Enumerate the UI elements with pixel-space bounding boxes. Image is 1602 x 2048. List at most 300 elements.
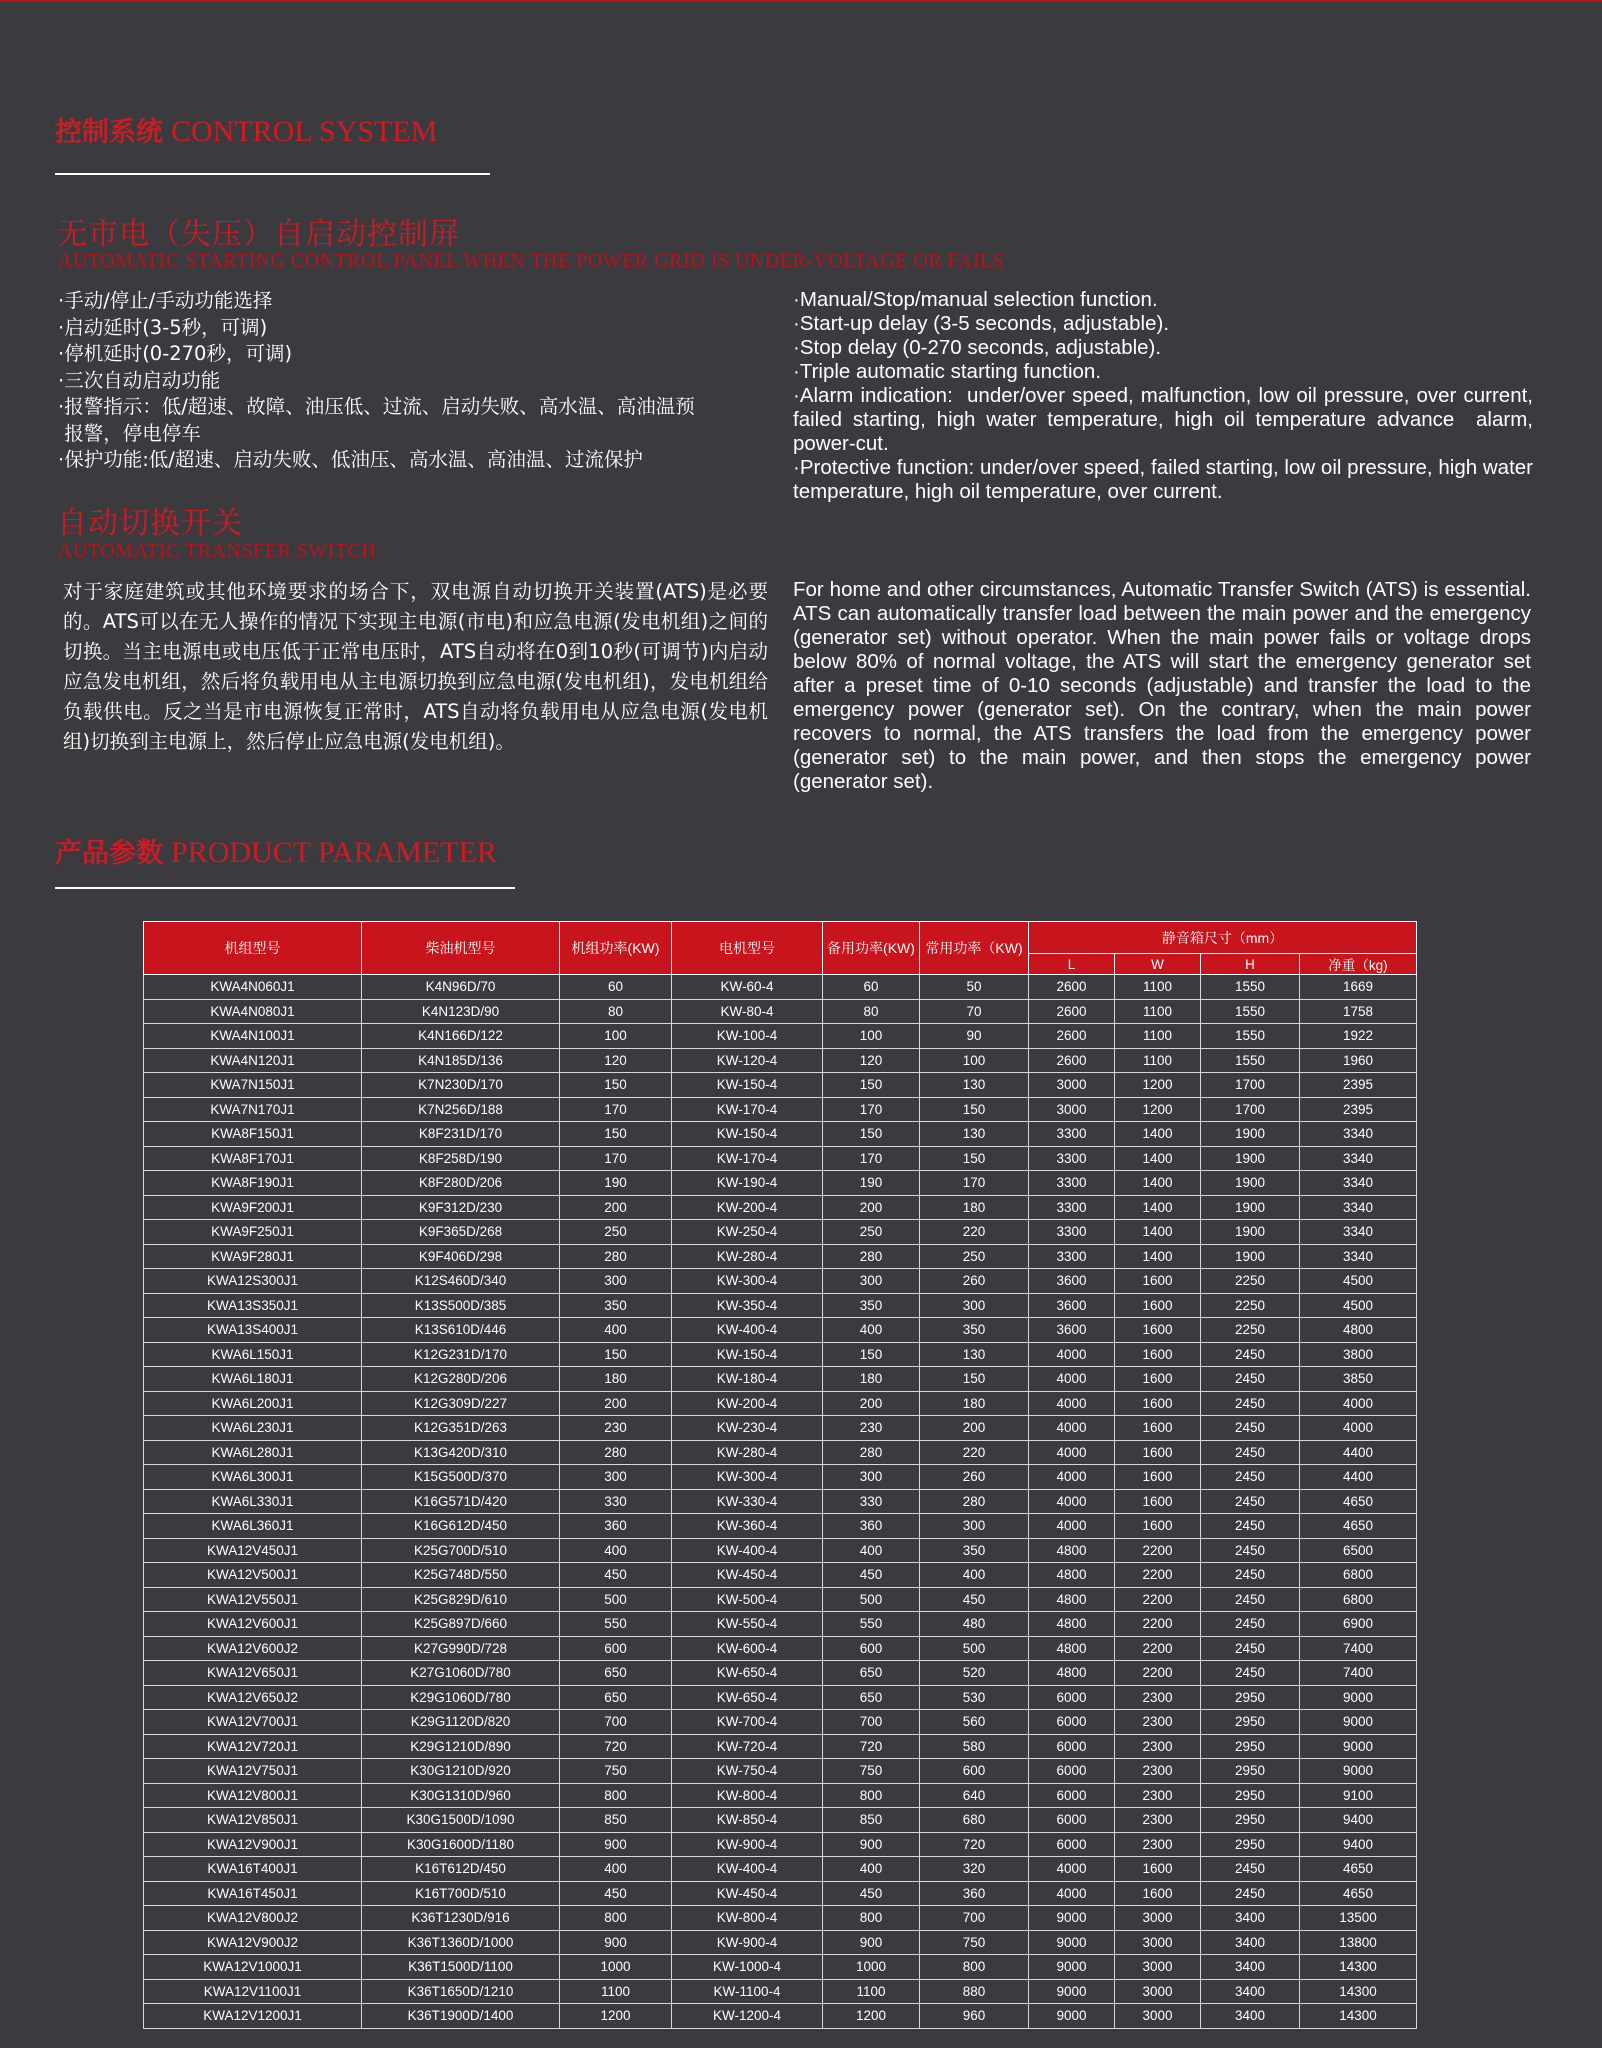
width-cell: 3000 [1115, 1906, 1201, 1931]
length-cell: 4000 [1029, 1391, 1115, 1416]
model-cell: KWA12V720J1 [144, 1734, 362, 1759]
table-row [144, 1906, 1417, 1931]
alternator-cell: KW-900-4 [672, 1832, 823, 1857]
prime-cell: 680 [920, 1808, 1029, 1833]
length-cell: 6000 [1029, 1832, 1115, 1857]
prime-cell: 70 [920, 999, 1029, 1024]
width-cell: 1400 [1115, 1146, 1201, 1171]
length-cell: 4000 [1029, 1416, 1115, 1441]
length-cell: 6000 [1029, 1808, 1115, 1833]
width-cell: 1600 [1115, 1318, 1201, 1343]
length-cell: 3300 [1029, 1220, 1115, 1245]
engine-cell: K27G1060D/780 [362, 1661, 560, 1686]
table-row [144, 1612, 1417, 1637]
model-cell: KWA7N170J1 [144, 1097, 362, 1122]
model-cell: KWA12S300J1 [144, 1269, 362, 1294]
standby-cell: 330 [823, 1489, 920, 1514]
height-cell: 1900 [1201, 1122, 1300, 1147]
engine-cell: K4N185D/136 [362, 1048, 560, 1073]
prime-cell: 90 [920, 1024, 1029, 1049]
prime-cell: 220 [920, 1220, 1029, 1245]
alternator-cell: KW-400-4 [672, 1857, 823, 1882]
feature-en-item: ·Start-up delay (3-5 seconds, adjustable). [793, 312, 1170, 335]
length-cell: 4000 [1029, 1489, 1115, 1514]
model-cell: KWA12V800J2 [144, 1906, 362, 1931]
engine-cell: K8F280D/206 [362, 1171, 560, 1196]
feature-zh-item: ·手动/停止/手动功能选择 [58, 289, 273, 312]
height-cell: 2450 [1201, 1489, 1300, 1514]
weight-cell: 14300 [1300, 1955, 1417, 1980]
alternator-cell: KW-200-4 [672, 1391, 823, 1416]
weight-cell: 9000 [1300, 1710, 1417, 1735]
ats-title-zh: 自动切换开关 [57, 506, 243, 541]
prime-cell: 640 [920, 1783, 1029, 1808]
feature-zh-item: ·保护功能:低/超速、启动失败、低油压、高水温、高油温、过流保护 [58, 448, 643, 471]
power-cell: 360 [560, 1514, 672, 1539]
table-row [144, 999, 1417, 1024]
width-cell: 1600 [1115, 1514, 1201, 1539]
engine-cell: K13S500D/385 [362, 1293, 560, 1318]
length-cell: 6000 [1029, 1685, 1115, 1710]
model-cell: KWA6L180J1 [144, 1367, 362, 1392]
model-cell: KWA12V900J1 [144, 1832, 362, 1857]
prime-cell: 300 [920, 1514, 1029, 1539]
prime-cell: 170 [920, 1171, 1029, 1196]
engine-cell: K12G351D/263 [362, 1416, 560, 1441]
standby-cell: 170 [823, 1146, 920, 1171]
standby-cell: 650 [823, 1685, 920, 1710]
feature-zh-item: ·启动延时(3-5秒，可调) [58, 315, 268, 339]
standby-cell: 400 [823, 1538, 920, 1563]
prime-cell: 50 [920, 975, 1029, 1000]
standby-cell: 60 [823, 975, 920, 1000]
length-cell: 4000 [1029, 1367, 1115, 1392]
model-cell: KWA16T400J1 [144, 1857, 362, 1882]
alternator-cell: KW-650-4 [672, 1685, 823, 1710]
weight-cell: 6800 [1300, 1587, 1417, 1612]
model-cell: KWA6L230J1 [144, 1416, 362, 1441]
power-cell: 300 [560, 1269, 672, 1294]
length-cell: 9000 [1029, 1955, 1115, 1980]
height-cell: 2450 [1201, 1538, 1300, 1563]
prime-cell: 220 [920, 1440, 1029, 1465]
prime-cell: 880 [920, 1979, 1029, 2004]
model-cell: KWA12V1200J1 [144, 2004, 362, 2029]
engine-cell: K9F365D/268 [362, 1220, 560, 1245]
alternator-cell: KW-170-4 [672, 1146, 823, 1171]
standby-cell: 350 [823, 1293, 920, 1318]
width-cell: 1600 [1115, 1391, 1201, 1416]
table-row [144, 1930, 1417, 1955]
weight-cell: 4650 [1300, 1857, 1417, 1882]
weight-cell: 4500 [1300, 1293, 1417, 1318]
standby-cell: 550 [823, 1612, 920, 1637]
weight-cell: 7400 [1300, 1661, 1417, 1686]
table-row [144, 1979, 1417, 2004]
table-row [144, 1661, 1417, 1686]
standby-cell: 80 [823, 999, 920, 1024]
table-row [144, 1759, 1417, 1784]
engine-cell: K30G1210D/920 [362, 1759, 560, 1784]
engine-cell: K36T1650D/1210 [362, 1979, 560, 2004]
power-cell: 170 [560, 1097, 672, 1122]
width-cell: 1100 [1115, 1048, 1201, 1073]
height-cell: 1700 [1201, 1097, 1300, 1122]
model-cell: KWA12V1100J1 [144, 1979, 362, 2004]
height-cell: 1900 [1201, 1195, 1300, 1220]
alternator-cell: KW-60-4 [672, 975, 823, 1000]
prime-cell: 530 [920, 1685, 1029, 1710]
weight-cell: 4500 [1300, 1269, 1417, 1294]
alternator-cell: KW-400-4 [672, 1538, 823, 1563]
standby-cell: 750 [823, 1759, 920, 1784]
standby-cell: 400 [823, 1318, 920, 1343]
length-cell: 6000 [1029, 1783, 1115, 1808]
prime-cell: 450 [920, 1587, 1029, 1612]
power-cell: 350 [560, 1293, 672, 1318]
model-cell: KWA9F200J1 [144, 1195, 362, 1220]
alternator-cell: KW-1100-4 [672, 1979, 823, 2004]
auto-start-features-zh [58, 288, 778, 474]
weight-cell: 13500 [1300, 1906, 1417, 1931]
feature-en-item: ·Manual/Stop/manual selection function. [793, 288, 1158, 311]
width-cell: 3000 [1115, 1979, 1201, 2004]
weight-cell: 4000 [1300, 1391, 1417, 1416]
height-cell: 2450 [1201, 1612, 1300, 1637]
model-cell: KWA8F190J1 [144, 1171, 362, 1196]
model-cell: KWA13S400J1 [144, 1318, 362, 1343]
weight-cell: 1960 [1300, 1048, 1417, 1073]
length-cell: 3300 [1029, 1195, 1115, 1220]
weight-cell: 6500 [1300, 1538, 1417, 1563]
alternator-cell: KW-150-4 [672, 1342, 823, 1367]
power-cell: 450 [560, 1563, 672, 1588]
prime-cell: 180 [920, 1391, 1029, 1416]
table-row [144, 1857, 1417, 1882]
model-cell: KWA9F250J1 [144, 1220, 362, 1245]
standby-cell: 250 [823, 1220, 920, 1245]
standby-cell: 800 [823, 1783, 920, 1808]
power-cell: 450 [560, 1881, 672, 1906]
alternator-cell: KW-280-4 [672, 1440, 823, 1465]
width-cell: 2200 [1115, 1661, 1201, 1686]
standby-cell: 170 [823, 1097, 920, 1122]
width-cell: 2200 [1115, 1538, 1201, 1563]
weight-cell: 4650 [1300, 1514, 1417, 1539]
power-cell: 230 [560, 1416, 672, 1441]
ats-title-en: AUTOMATIC TRANSFER SWITCH [58, 540, 377, 562]
length-cell: 9000 [1029, 1979, 1115, 2004]
standby-cell: 900 [823, 1930, 920, 1955]
engine-cell: K15G500D/370 [362, 1465, 560, 1490]
model-cell: KWA6L300J1 [144, 1465, 362, 1490]
length-cell: 9000 [1029, 1906, 1115, 1931]
product-parameter-underline [55, 887, 515, 889]
power-cell: 900 [560, 1930, 672, 1955]
power-cell: 150 [560, 1122, 672, 1147]
table-row [144, 1416, 1417, 1441]
width-cell: 1400 [1115, 1195, 1201, 1220]
weight-cell: 2395 [1300, 1073, 1417, 1098]
model-cell: KWA16T450J1 [144, 1881, 362, 1906]
table-row [144, 1489, 1417, 1514]
height-cell: 2950 [1201, 1783, 1300, 1808]
header-standby-power: 备用功率(KW) [823, 922, 920, 975]
product-parameter-title-zh: 产品参数 [55, 838, 163, 869]
product-parameter-table-container [143, 921, 1416, 2029]
height-cell: 2450 [1201, 1440, 1300, 1465]
power-cell: 80 [560, 999, 672, 1024]
length-cell: 9000 [1029, 1930, 1115, 1955]
standby-cell: 400 [823, 1857, 920, 1882]
engine-cell: K9F406D/298 [362, 1244, 560, 1269]
weight-cell: 3340 [1300, 1171, 1417, 1196]
auto-start-features-en [793, 288, 1539, 504]
height-cell: 3400 [1201, 1906, 1300, 1931]
width-cell: 1600 [1115, 1857, 1201, 1882]
engine-cell: K12S460D/340 [362, 1269, 560, 1294]
height-cell: 1900 [1201, 1171, 1300, 1196]
model-cell: KWA13S350J1 [144, 1293, 362, 1318]
header-engine-model: 柴油机型号 [362, 922, 560, 975]
power-cell: 190 [560, 1171, 672, 1196]
engine-cell: K30G1500D/1090 [362, 1808, 560, 1833]
header-genset-power: 机组功率(KW) [560, 922, 672, 975]
alternator-cell: KW-280-4 [672, 1244, 823, 1269]
length-cell: 3000 [1029, 1073, 1115, 1098]
standby-cell: 100 [823, 1024, 920, 1049]
prime-cell: 300 [920, 1293, 1029, 1318]
engine-cell: K30G1310D/960 [362, 1783, 560, 1808]
length-cell: 3300 [1029, 1146, 1115, 1171]
engine-cell: K16G571D/420 [362, 1489, 560, 1514]
table-row [144, 1342, 1417, 1367]
alternator-cell: KW-150-4 [672, 1073, 823, 1098]
width-cell: 1100 [1115, 1024, 1201, 1049]
table-row [144, 1195, 1417, 1220]
model-cell: KWA6L150J1 [144, 1342, 362, 1367]
power-cell: 720 [560, 1734, 672, 1759]
weight-cell: 3850 [1300, 1367, 1417, 1392]
engine-cell: K7N256D/188 [362, 1097, 560, 1122]
table-row [144, 1685, 1417, 1710]
length-cell: 4000 [1029, 1514, 1115, 1539]
power-cell: 150 [560, 1342, 672, 1367]
table-row [144, 2004, 1417, 2029]
power-cell: 250 [560, 1220, 672, 1245]
model-cell: KWA12V500J1 [144, 1563, 362, 1588]
width-cell: 1600 [1115, 1367, 1201, 1392]
height-cell: 2450 [1201, 1661, 1300, 1686]
weight-cell: 3340 [1300, 1146, 1417, 1171]
standby-cell: 300 [823, 1269, 920, 1294]
control-system-heading [55, 110, 437, 149]
length-cell: 2600 [1029, 975, 1115, 1000]
header-alternator-model: 电机型号 [672, 922, 823, 975]
engine-cell: K8F258D/190 [362, 1146, 560, 1171]
standby-cell: 180 [823, 1367, 920, 1392]
header-length: L [1029, 954, 1115, 975]
height-cell: 1700 [1201, 1073, 1300, 1098]
table-row [144, 1171, 1417, 1196]
weight-cell: 4000 [1300, 1416, 1417, 1441]
prime-cell: 720 [920, 1832, 1029, 1857]
alternator-cell: KW-120-4 [672, 1048, 823, 1073]
standby-cell: 700 [823, 1710, 920, 1735]
height-cell: 2450 [1201, 1857, 1300, 1882]
width-cell: 2200 [1115, 1563, 1201, 1588]
prime-cell: 560 [920, 1710, 1029, 1735]
engine-cell: K29G1120D/820 [362, 1710, 560, 1735]
power-cell: 400 [560, 1538, 672, 1563]
alternator-cell: KW-230-4 [672, 1416, 823, 1441]
width-cell: 2300 [1115, 1783, 1201, 1808]
control-system-title-en: CONTROL SYSTEM [171, 115, 438, 148]
alternator-cell: KW-750-4 [672, 1759, 823, 1784]
alternator-cell: KW-250-4 [672, 1220, 823, 1245]
alternator-cell: KW-900-4 [672, 1930, 823, 1955]
alternator-cell: KW-450-4 [672, 1881, 823, 1906]
width-cell: 1600 [1115, 1293, 1201, 1318]
header-prime-power: 常用功率（KW) [920, 922, 1029, 975]
power-cell: 300 [560, 1465, 672, 1490]
length-cell: 4000 [1029, 1857, 1115, 1882]
engine-cell: K25G829D/610 [362, 1587, 560, 1612]
prime-cell: 130 [920, 1342, 1029, 1367]
product-parameter-table-body [144, 975, 1417, 2029]
alternator-cell: KW-300-4 [672, 1269, 823, 1294]
header-canopy-dimensions: 静音箱尺寸（mm） [1029, 922, 1417, 954]
model-cell: KWA4N120J1 [144, 1048, 362, 1073]
prime-cell: 520 [920, 1661, 1029, 1686]
table-row [144, 1440, 1417, 1465]
prime-cell: 180 [920, 1195, 1029, 1220]
height-cell: 2450 [1201, 1391, 1300, 1416]
length-cell: 3300 [1029, 1122, 1115, 1147]
alternator-cell: KW-550-4 [672, 1612, 823, 1637]
product-parameter-title-en: PRODUCT PARAMETER [171, 836, 497, 869]
prime-cell: 260 [920, 1465, 1029, 1490]
table-row [144, 1465, 1417, 1490]
table-row [144, 1048, 1417, 1073]
alternator-cell: KW-80-4 [672, 999, 823, 1024]
weight-cell: 13800 [1300, 1930, 1417, 1955]
weight-cell: 9000 [1300, 1685, 1417, 1710]
prime-cell: 750 [920, 1930, 1029, 1955]
length-cell: 4000 [1029, 1342, 1115, 1367]
engine-cell: K4N166D/122 [362, 1024, 560, 1049]
standby-cell: 1000 [823, 1955, 920, 1980]
table-row [144, 1636, 1417, 1661]
width-cell: 1600 [1115, 1465, 1201, 1490]
length-cell: 4800 [1029, 1538, 1115, 1563]
height-cell: 1900 [1201, 1244, 1300, 1269]
height-cell: 2450 [1201, 1881, 1300, 1906]
model-cell: KWA12V650J1 [144, 1661, 362, 1686]
standby-cell: 1100 [823, 1979, 920, 2004]
engine-cell: K12G309D/227 [362, 1391, 560, 1416]
length-cell: 4800 [1029, 1636, 1115, 1661]
table-row [144, 1538, 1417, 1563]
height-cell: 1550 [1201, 1048, 1300, 1073]
length-cell: 3600 [1029, 1269, 1115, 1294]
width-cell: 1400 [1115, 1244, 1201, 1269]
engine-cell: K25G700D/510 [362, 1538, 560, 1563]
table-row [144, 1808, 1417, 1833]
alternator-cell: KW-150-4 [672, 1122, 823, 1147]
weight-cell: 3340 [1300, 1244, 1417, 1269]
engine-cell: K12G280D/206 [362, 1367, 560, 1392]
engine-cell: K30G1600D/1180 [362, 1832, 560, 1857]
prime-cell: 150 [920, 1097, 1029, 1122]
length-cell: 4800 [1029, 1661, 1115, 1686]
weight-cell: 4400 [1300, 1465, 1417, 1490]
power-cell: 60 [560, 975, 672, 1000]
power-cell: 1200 [560, 2004, 672, 2029]
standby-cell: 300 [823, 1465, 920, 1490]
width-cell: 1100 [1115, 975, 1201, 1000]
table-row [144, 1220, 1417, 1245]
standby-cell: 800 [823, 1906, 920, 1931]
prime-cell: 280 [920, 1489, 1029, 1514]
model-cell: KWA9F280J1 [144, 1244, 362, 1269]
prime-cell: 130 [920, 1073, 1029, 1098]
standby-cell: 280 [823, 1244, 920, 1269]
table-row [144, 1122, 1417, 1147]
engine-cell: K4N96D/70 [362, 975, 560, 1000]
height-cell: 2250 [1201, 1269, 1300, 1294]
engine-cell: K16T700D/510 [362, 1881, 560, 1906]
table-row [144, 1710, 1417, 1735]
model-cell: KWA12V450J1 [144, 1538, 362, 1563]
model-cell: KWA12V800J1 [144, 1783, 362, 1808]
alternator-cell: KW-330-4 [672, 1489, 823, 1514]
power-cell: 550 [560, 1612, 672, 1637]
model-cell: KWA6L330J1 [144, 1489, 362, 1514]
model-cell: KWA12V700J1 [144, 1710, 362, 1735]
length-cell: 2600 [1029, 1024, 1115, 1049]
width-cell: 1100 [1115, 999, 1201, 1024]
table-row [144, 1024, 1417, 1049]
prime-cell: 350 [920, 1538, 1029, 1563]
alternator-cell: KW-190-4 [672, 1171, 823, 1196]
control-system-underline [55, 173, 490, 175]
standby-cell: 150 [823, 1122, 920, 1147]
height-cell: 1550 [1201, 1024, 1300, 1049]
width-cell: 2300 [1115, 1808, 1201, 1833]
width-cell: 1200 [1115, 1073, 1201, 1098]
width-cell: 2300 [1115, 1832, 1201, 1857]
length-cell: 4800 [1029, 1587, 1115, 1612]
power-cell: 900 [560, 1832, 672, 1857]
power-cell: 280 [560, 1244, 672, 1269]
height-cell: 2450 [1201, 1416, 1300, 1441]
auto-start-panel-title-zh: 无市电（失压）自启动控制屏 [57, 217, 460, 252]
engine-cell: K13G420D/310 [362, 1440, 560, 1465]
prime-cell: 800 [920, 1955, 1029, 1980]
width-cell: 2200 [1115, 1612, 1201, 1637]
engine-cell: K36T1230D/916 [362, 1906, 560, 1931]
standby-cell: 650 [823, 1661, 920, 1686]
model-cell: KWA6L280J1 [144, 1440, 362, 1465]
power-cell: 120 [560, 1048, 672, 1073]
model-cell: KWA6L360J1 [144, 1514, 362, 1539]
standby-cell: 200 [823, 1195, 920, 1220]
table-row [144, 1563, 1417, 1588]
header-model: 机组型号 [144, 922, 362, 975]
alternator-cell: KW-170-4 [672, 1097, 823, 1122]
power-cell: 180 [560, 1367, 672, 1392]
